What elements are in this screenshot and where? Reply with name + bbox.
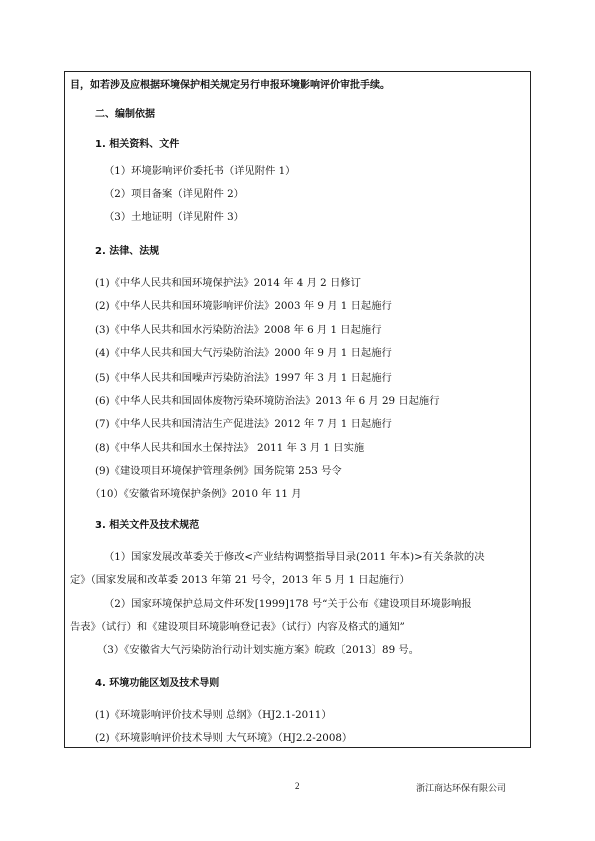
subsection-title: 3. 相关文件及技术规范 bbox=[95, 520, 200, 531]
list-item: (1)《中华人民共和国环境保护法》2014 年 4 月 2 日修订 bbox=[95, 277, 361, 289]
paragraph-line: （1）国家发展改革委关于修改<产业结构调整指导目录(2011 年本)>有关条款的决 bbox=[104, 551, 485, 563]
list-item: (2)《环境影响评价技术导则 大气环境》（HJ2.2-2008） bbox=[95, 732, 353, 744]
list-item: （10）《安徽省环境保护条例》2010 年 11 月 bbox=[90, 488, 302, 500]
page-number: 2 bbox=[295, 781, 300, 791]
list-item: (8)《中华人民共和国水土保持法》 2011 年 3 月 1 日实施 bbox=[95, 442, 365, 454]
list-item: (7)《中华人民共和国清洁生产促进法》2012 年 7 月 1 日起施行 bbox=[95, 418, 392, 430]
list-item: (6)《中华人民共和国固体废物污染环境防治法》2013 年 6 月 29 日起施行 bbox=[95, 395, 440, 407]
list-item: (2)《中华人民共和国环境影响评价法》2003 年 9 月 1 日起施行 bbox=[95, 300, 392, 312]
subsection-title: 1. 相关资料、文件 bbox=[95, 139, 180, 150]
paragraph-line: （3）《安徽省大气污染防治行动计划实施方案》皖政〔2013〕89 号。 bbox=[97, 644, 419, 656]
subsection-title: 2. 法律、法规 bbox=[95, 246, 160, 257]
list-item: (1)《环境影响评价技术导则 总纲》（HJ2.1-2011） bbox=[95, 709, 332, 721]
paragraph-line: 告表》（试行）和《建设项目环境影响登记表》（试行）内容及格式的通知” bbox=[70, 621, 405, 633]
list-item: (5)《中华人民共和国噪声污染防治法》1997 年 3 月 1 日起施行 bbox=[95, 372, 392, 384]
company-name: 浙江商达环保有限公司 bbox=[416, 784, 507, 794]
list-item: (3)《中华人民共和国水污染防治法》2008 年 6 月 1 日起施行 bbox=[95, 324, 382, 336]
subsection-title: 4. 环境功能区划及技术导则 bbox=[95, 678, 220, 689]
continuation-text: 目，如若涉及应根据环境保护相关规定另行申报环境影响评价审批手续。 bbox=[70, 80, 390, 91]
list-item: (9)《建设项目环境保护管理条例》国务院第 253 号令 bbox=[95, 465, 342, 477]
section-title: 二、编制依据 bbox=[95, 109, 155, 120]
list-item: (4)《中华人民共和国大气污染防治法》2000 年 9 月 1 日起施行 bbox=[95, 347, 392, 359]
list-item: （1）环境影响评价委托书（详见附件 1） bbox=[104, 165, 296, 177]
paragraph-line: （2）国家环境保护总局文件环发[1999]178 号“关于公布《建设项目环境影响报 bbox=[104, 598, 472, 610]
list-item: （2）项目备案（详见附件 2） bbox=[104, 188, 244, 200]
list-item: （3）土地证明（详见附件 3） bbox=[104, 211, 244, 223]
paragraph-line: 定》（国家发展和改革委 2013 年第 21 号令，2013 年 5 月 1 日起施行） bbox=[70, 574, 410, 586]
